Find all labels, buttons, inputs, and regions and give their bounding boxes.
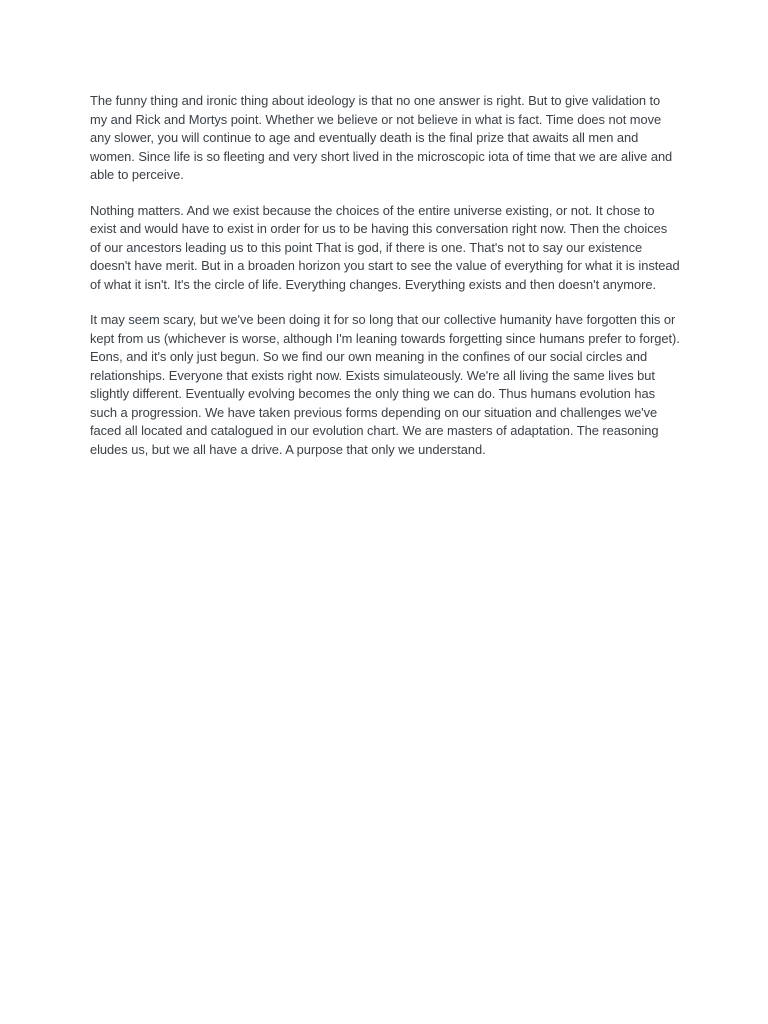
paragraph-1: The funny thing and ironic thing about ideology is that no one answer is right. But to give validation to my and Rick and Mortys point. Whether we believe or not believe in what is fact. Time does not move any slower, you will continue to age and eventually death is the final prize that awaits all men and women. Since life is so fleeting and very short lived in the microscopic iota of time that we are alive and able to perceive.	[90, 93, 673, 182]
paragraph-3: It may seem scary, but we've been doing it for so long that our collective humanity have forgotten this or kept from us (whichever is worse, although I'm leaning towards forgetting since humans prefer to forget). Eons, and it's only just begun. So we find our own meaning in the confines of our social circles and relationships. Everyone that exists right now. Exists simulateously. We're all living the same lives but slightly different. Eventually evolving becomes the only thing we can do. Thus humans evolution has such a progression. We have taken previous forms depending on our situation and challenges we've faced all located and catalogued in our evolution chart. We are masters of adaptation. The reasoning eludes us, but we all have a drive. A purpose that only we understand.	[90, 312, 680, 457]
document-body	[90, 92, 680, 476]
paragraph-2: Nothing matters. And we exist because the choices of the entire universe existing, or not. It chose to exist and would have to exist in order for us to be having this conversation right now. Then the choices of our ancestors leading us to this point That is god, if there is one. That's not to say our existence doesn't have merit. But in a broaden horizon you start to see the value of everything for what it is instead of what it isn't. It's the circle of life. Everything changes. Everything exists and then doesn't anymore.	[90, 202, 680, 292]
